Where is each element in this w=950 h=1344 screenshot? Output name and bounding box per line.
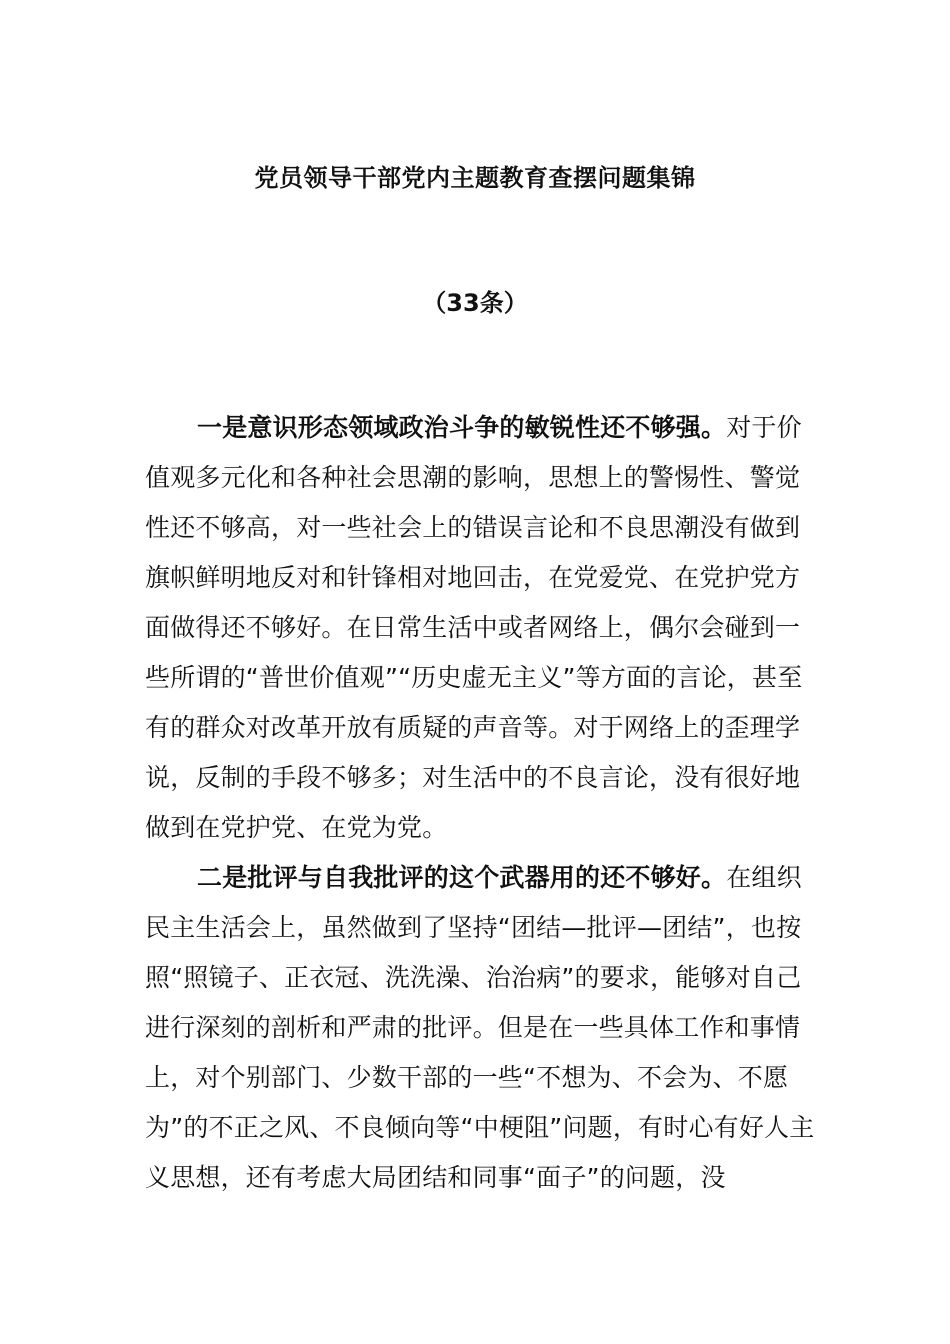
- document-title: 党员领导干部党内主题教育查摆问题集锦: [254, 164, 696, 192]
- document-body: [145, 403, 823, 1203]
- document-count-label: （33条）: [422, 289, 528, 317]
- paragraph-1: [145, 403, 823, 853]
- paragraph-2-lead: 二是批评与自我批评的这个武器用的还不够好。: [197, 863, 727, 892]
- paragraph-2: [145, 853, 823, 1203]
- paragraph-1-body: 对于价值观多元化和各种社会思潮的影响，思想上的警惕性、警觉性还不够高，对一些社会上的错误言论和不良思潮没有做到旗帜鲜明地反对和针锋相对地回击，在党爱党、在党护党方面做得还不够好。在日常生活中或者网络上，偶尔会碰到一些所谓的“普世价值观”“历史虚无主义”等方面的言论，甚至有的群众对改革开放有质疑的声音等。对于网络上的歪理学说，反制的手段不够多；对生活中的不良言论，没有很好地做到在党护党、在党为党。: [145, 413, 803, 842]
- paragraph-2-body: 在组织民主生活会上，虽然做到了坚持“团结—批评—团结”，也按照“照镜子、正衣冠、洗洗澡、治治病”的要求，能够对自己进行深刻的剖析和严肃的批评。但是在一些具体工作和事情上，对个别部门、少数干部的一些“不想为、不会为、不愿为”的不正之风、不良倾向等“中梗阻”问题，有时心有好人主义思想，还有考虑大局团结和同事“面子”的问题，没: [145, 863, 815, 1192]
- paragraph-1-lead: 一是意识形态领域政治斗争的敏锐性还不够强。: [197, 413, 727, 442]
